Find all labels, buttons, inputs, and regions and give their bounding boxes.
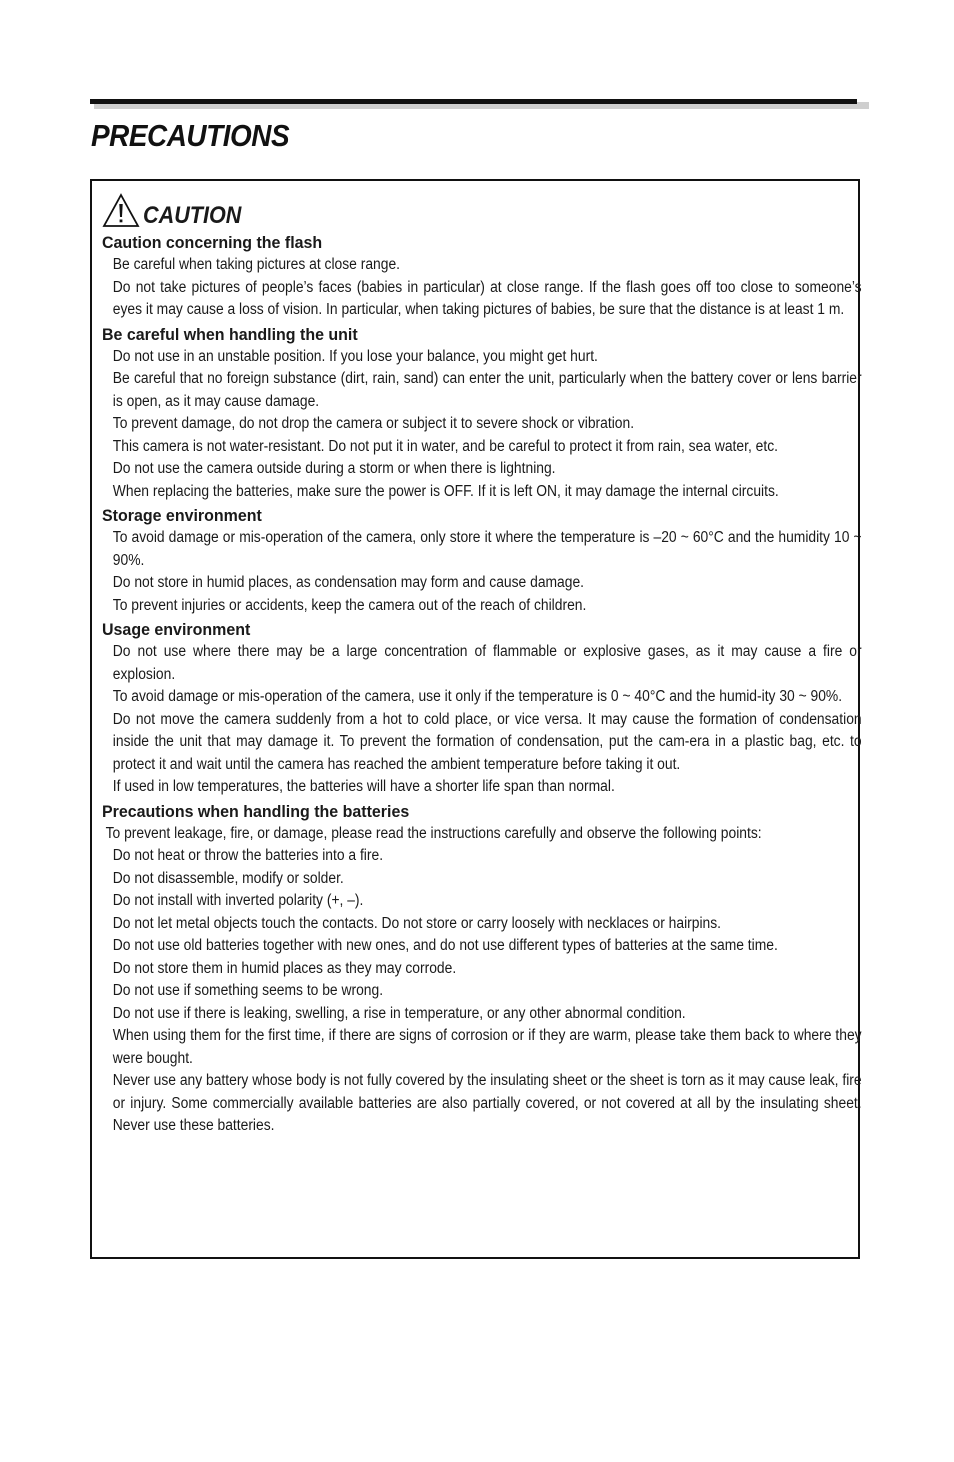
warning-triangle-icon <box>102 193 140 229</box>
caution-paragraph: Do not heat or throw the batteries into a fire. <box>112 847 384 864</box>
section-heading: Usage environment <box>102 620 251 639</box>
caution-paragraph: Be careful that no foreign substance (dirt, rain, sand) can enter the unit, particularly when the battery cover or lens barrier is open, as it may cause damage. <box>112 370 862 410</box>
caution-paragraph: When replacing the batteries, make sure the power is OFF. If it is left ON, it may damage the internal circuits. <box>112 482 779 500</box>
caution-label: CAUTION <box>143 202 242 229</box>
caution-paragraph: To prevent damage, do not drop the camera or subject it to severe shock or vibration. <box>112 415 635 432</box>
caution-paragraph: Do not use if there is leaking, swelling, a rise in temperature, or any other abnormal condition. <box>112 1004 686 1022</box>
section-heading: Storage environment <box>102 506 262 525</box>
caution-box <box>90 179 860 1259</box>
caution-paragraph: Do not take pictures of people’s faces (babies in particular) at close range. If the flash goes off too close to someone’s eyes it may cause a loss of vision. In particular, when taking pictures of babies, be sure that the distance is at least 1 m. <box>112 278 862 318</box>
caution-paragraph: When using them for the first time, if there are signs of corrosion or if they are warm, please take them back to where they were bought. <box>112 1027 862 1067</box>
caution-paragraph: To avoid damage or mis-operation of the camera, only store it where the temperature is –20 ~ 60°C and the humidity 10 ~ 90%. <box>112 529 862 569</box>
caution-paragraph: Do not use if something seems to be wrong. <box>112 982 384 999</box>
caution-paragraph: Do not use the camera outside during a storm or when there is lightning. <box>112 460 556 477</box>
section-intro: To prevent leakage, fire, or damage, please read the instructions carefully and observe the following points: <box>105 824 762 842</box>
page-title: PRECAUTIONS <box>91 118 290 153</box>
caution-section <box>102 800 862 1138</box>
caution-header <box>102 189 853 229</box>
caution-paragraph: Do not install with inverted polarity (+, –). <box>112 892 364 909</box>
caution-paragraph: Be careful when taking pictures at close range. <box>112 256 400 273</box>
caution-content <box>102 189 862 1138</box>
caution-paragraph: Do not use old batteries together with new ones, and do not use different types of batteries at the same time. <box>112 937 778 954</box>
caution-paragraph: Do not use where there may be a large concentration of flammable or explosive gases, as it may cause a fire or explosion. <box>112 643 862 683</box>
caution-paragraph: Do not move the camera suddenly from a hot to cold place, or vice versa. It may cause the formation of condensation inside the unit that may damage it. To prevent the formation of condensation, put the cam-era in a plastic bag, etc. to protect it and wait until the camera has reached the ambient temperature before taking it out. <box>112 710 862 773</box>
caution-paragraph: To avoid damage or mis-operation of the camera, use it only if the temperature is 0 ~ 40°C and the humid-ity 30 ~ 90%. <box>112 688 843 705</box>
caution-paragraph: To prevent injuries or accidents, keep the camera out of the reach of children. <box>112 596 587 614</box>
caution-section <box>102 231 862 322</box>
title-rule <box>90 99 857 104</box>
caution-paragraph: Never use any battery whose body is not fully covered by the insulating sheet or the sheet is torn as it may cause leak, fire or injury. Some commercially available batteries are also partially covered, or not covered at all by the insulating sheet. Never use these batteries. <box>112 1072 862 1134</box>
caution-sections <box>102 231 862 1138</box>
caution-paragraph: This camera is not water-resistant. Do not put it in water, and be careful to protect it from rain, sea water, etc. <box>112 437 778 455</box>
caution-paragraph: Do not disassemble, modify or solder. <box>112 869 344 887</box>
caution-paragraph: Do not store them in humid places as they may corrode. <box>112 959 457 977</box>
caution-section <box>102 504 862 617</box>
section-heading: Be careful when handling the unit <box>102 324 358 344</box>
caution-section <box>102 323 862 504</box>
section-heading: Precautions when handling the batteries <box>102 801 410 821</box>
caution-section <box>102 618 862 799</box>
caution-paragraph: Do not let metal objects touch the contacts. Do not store or carry loosely with necklaces or hairpins. <box>112 914 722 932</box>
caution-paragraph: If used in low temperatures, the batteries will have a shorter life span than normal. <box>112 778 615 795</box>
caution-paragraph: Do not use in an unstable position. If you lose your balance, you might get hurt. <box>112 347 598 365</box>
section-heading: Caution concerning the flash <box>102 233 323 252</box>
caution-paragraph: Do not store in humid places, as condensation may form and cause damage. <box>112 574 585 591</box>
